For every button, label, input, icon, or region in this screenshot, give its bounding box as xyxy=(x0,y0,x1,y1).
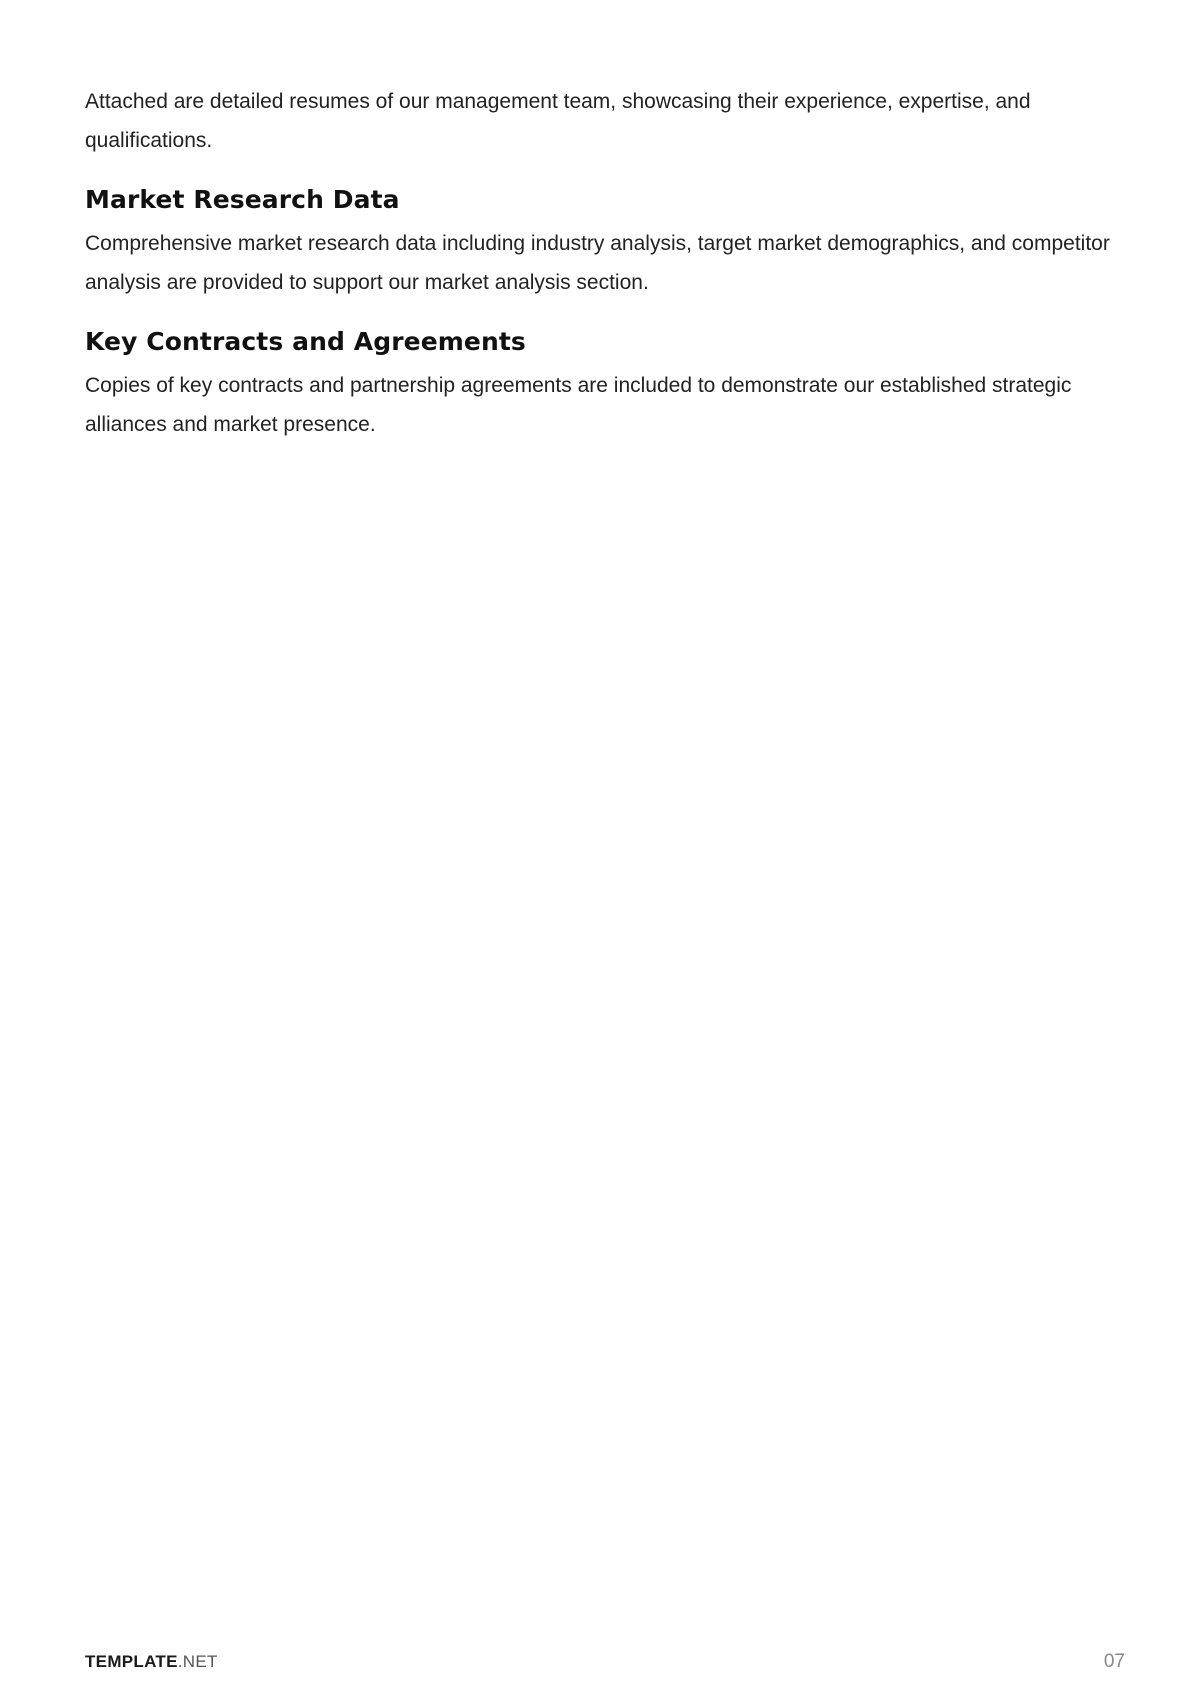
intro-paragraph: Attached are detailed resumes of our management team, showcasing their experience, expertise, and qualifications. xyxy=(85,90,1031,152)
brand-logo xyxy=(85,1652,218,1672)
section-heading-market-research: Market Research Data xyxy=(85,185,400,214)
section-body-key-contracts: Copies of key contracts and partnership agreements are included to demonstrate our established strategic alliances and market presence. xyxy=(85,374,1072,436)
brand-name: TEMPLATE xyxy=(85,1652,178,1671)
document-body xyxy=(85,82,1125,444)
page-footer xyxy=(85,1650,1125,1674)
section-body-market-research: Comprehensive market research data including industry analysis, target market demographics, and competitor analysis are provided to support our market analysis section. xyxy=(85,232,1110,294)
section-heading-key-contracts: Key Contracts and Agreements xyxy=(85,327,526,356)
page-number: 07 xyxy=(1103,1651,1125,1672)
brand-domain: .NET xyxy=(177,1652,218,1671)
